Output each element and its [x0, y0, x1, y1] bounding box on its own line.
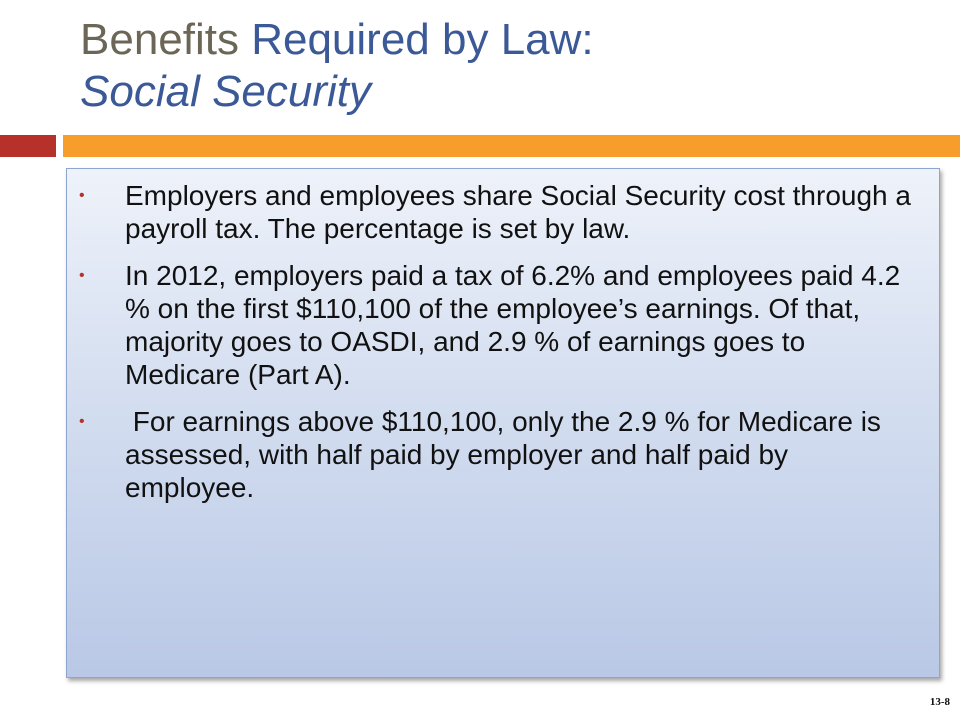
content-box [66, 168, 940, 678]
bullet-text: In 2012, employers paid a tax of 6.2% and employees paid 4.2 % on the first $110,100 of the employee’s earnings. Of that, majority goes to OASDI, and 2.9 % of earnings goes to Medicare (Part A). [125, 260, 901, 390]
title-benefits: Benefits [80, 15, 252, 64]
slide-number: 13-8 [929, 696, 950, 708]
bullet-icon: • [79, 267, 85, 284]
accent-bar-orange [63, 135, 960, 157]
title-line-1 [80, 14, 940, 66]
accent-bar-red [0, 135, 56, 157]
bullet-item [67, 179, 919, 245]
bullet-item [67, 259, 919, 391]
title-required-by-law: Required by Law: [251, 15, 594, 64]
title-subtitle: Social Security [80, 67, 372, 116]
bullet-icon: • [79, 187, 85, 204]
slide-title [80, 14, 940, 118]
bullet-text: For earnings above $110,100, only the 2.9 % for Medicare is assessed, with half paid by employer and half paid by employee. [125, 406, 889, 503]
bullet-text: Employers and employees share Social Security cost through a payroll tax. The percentage is set by law. [125, 180, 911, 244]
bullet-item [67, 405, 919, 504]
bullet-list [67, 169, 939, 504]
bullet-icon: • [79, 413, 85, 430]
